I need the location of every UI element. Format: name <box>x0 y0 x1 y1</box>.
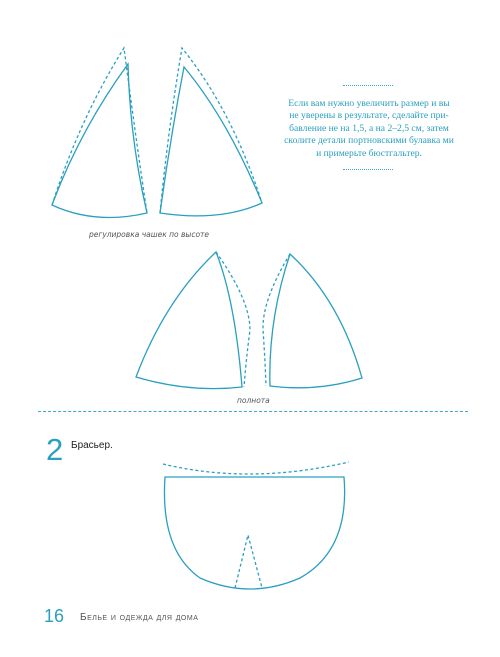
caption-cup-height: регулировка чашек по высоте <box>89 230 210 239</box>
step-label: Брасьер. <box>71 440 113 451</box>
tip-top-divider <box>343 85 393 86</box>
caption-fullness: полнота <box>237 396 270 405</box>
brassiere-top-dashed <box>163 462 349 474</box>
book-title: Белье и одежда для дома <box>80 612 199 623</box>
page-number: 16 <box>44 606 65 626</box>
section-separator <box>38 411 468 412</box>
brassiere-outline <box>164 477 344 589</box>
step-number: 2 <box>46 432 64 467</box>
tip-bottom-divider <box>343 169 393 170</box>
brassiere-dart-dashed <box>235 535 262 588</box>
tip-text: Если вам нужно увеличить размер и вы не уверены в результате, сделайте при-бавление не на 1,5, а на 2–2,5 см, затем сколите детали портновскими булавка ми и примерьте бюстгальтер. <box>284 98 454 159</box>
